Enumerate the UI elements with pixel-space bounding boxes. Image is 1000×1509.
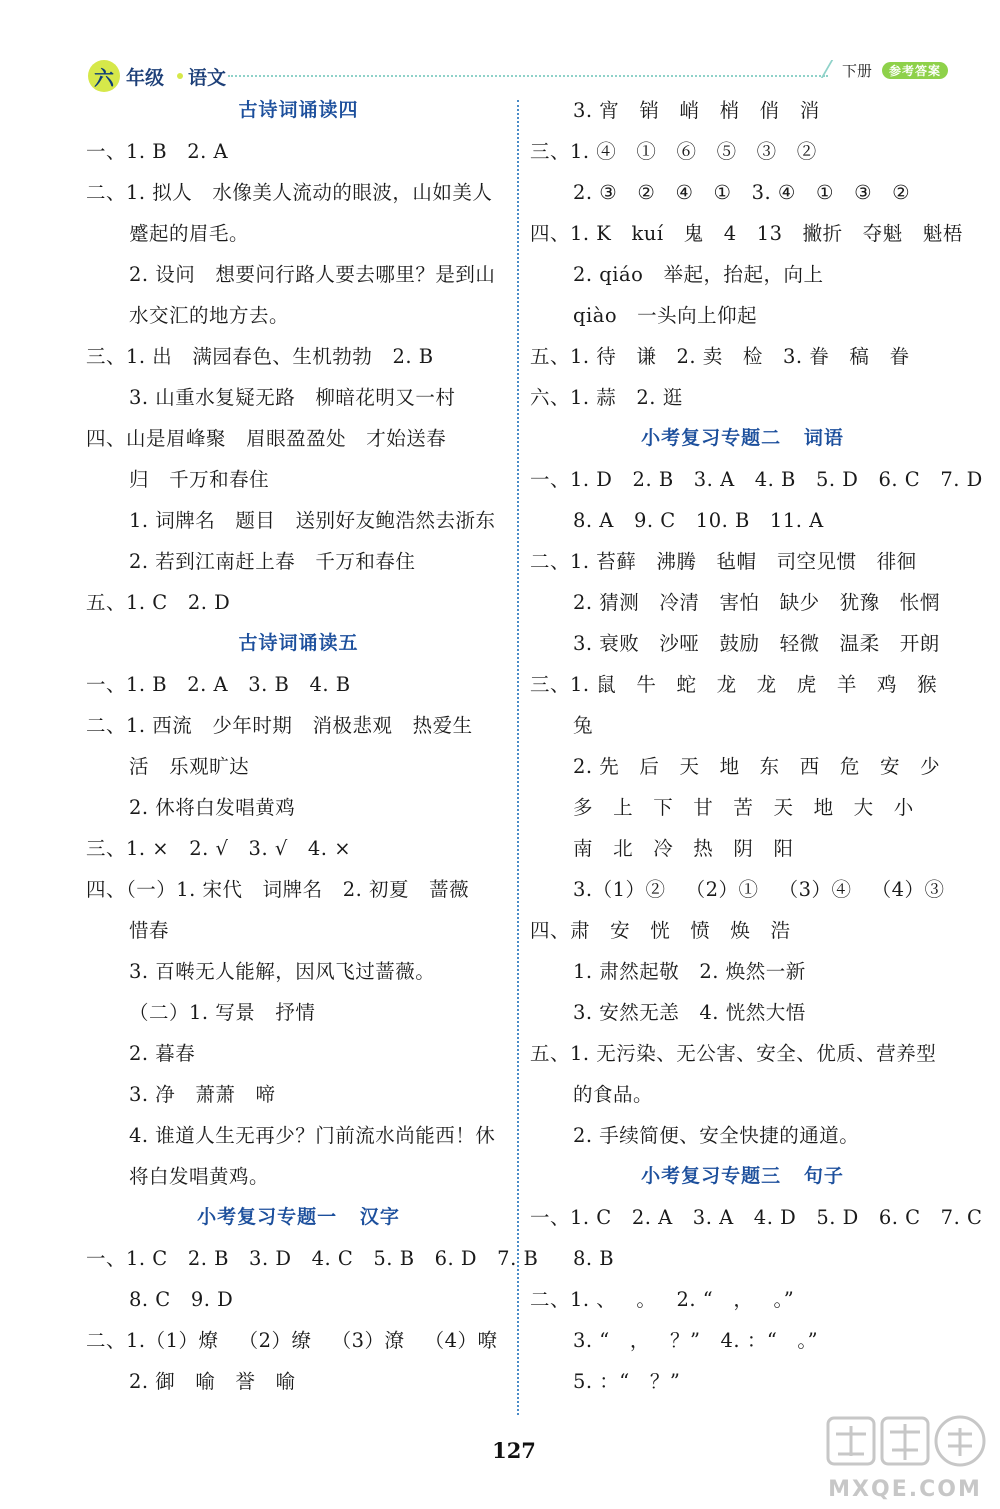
answer-line: 一、1. D 2. B 3. A 4. B 5. D 6. C 7. D	[530, 468, 983, 491]
answer-line: 3. 百啭无人能解，因风飞过蔷薇。	[129, 960, 436, 983]
answer-line: 2. 手续简便、安全快捷的通道。	[573, 1124, 860, 1147]
section-title: 古诗词诵读四	[238, 99, 359, 121]
answer-line: 二、1.（1）燎 （2）缭 （3）潦 （4）嘹	[86, 1329, 498, 1352]
answer-line: 二、1. 拟人 水像美人流动的眼波，山如美人	[86, 181, 493, 204]
left-column	[86, 90, 539, 1402]
answer-line: 3. 山重水复疑无路 柳暗花明又一村	[129, 386, 456, 409]
volume-label: 下册	[842, 62, 873, 80]
answer-line: 3. 净 萧萧 啼	[129, 1083, 276, 1106]
answer-line: 2. 御 喻 誉 喻	[129, 1370, 296, 1393]
answer-line: 水交汇的地方去。	[129, 304, 290, 327]
answer-line: 2. 休将白发唱黄鸡	[129, 796, 296, 819]
answer-line: 五、1. C 2. D	[86, 591, 231, 614]
answer-line: 蹙起的眉毛。	[129, 222, 250, 245]
answer-line: 5. ：“ ？”	[573, 1370, 681, 1393]
answer-line: 一、1. C 2. A 3. A 4. D 5. D 6. C 7. C	[530, 1206, 983, 1229]
answer-line: 四、1. K kuí 鬼 4 13 撇折 夺魁 魁梧	[530, 222, 963, 245]
answer-key-tag: 参考答案	[882, 62, 948, 79]
answer-line: 8. B	[573, 1247, 615, 1270]
answer-line: 3. 宵 销 峭 梢 俏 消	[573, 99, 820, 122]
answer-line: 一、1. B 2. A	[86, 140, 229, 163]
answer-line: 3. “ ， ？” 4. ：“ 。”	[573, 1329, 819, 1352]
answer-line: 南 北 冷 热 阴 阳	[573, 837, 794, 860]
answer-line: 3. 衰败 沙哑 鼓励 轻微 温柔 开朗	[573, 632, 940, 655]
header-rule	[228, 75, 828, 77]
page-number: 127	[492, 1438, 536, 1463]
answer-line: 1. 词牌名 题目 送别好友鲍浩然去浙东	[129, 509, 496, 532]
answer-line: 三、1. ④ ① ⑥ ⑤ ③ ②	[530, 140, 817, 163]
grade-badge: 六	[88, 60, 120, 92]
answer-line: 二、1. 西流 少年时期 消极悲观 热爱生	[86, 714, 473, 737]
answer-line: 四、山是眉峰聚 眉眼盈盈处 才始送春	[86, 427, 447, 450]
answer-line: 2. ③ ② ④ ① 3. ④ ① ③ ②	[573, 181, 911, 204]
right-column	[530, 90, 983, 1402]
answer-line: 归 千万和春住	[129, 468, 270, 491]
answer-line: 多 上 下 甘 苦 天 地 大 小	[573, 796, 914, 819]
answer-line: 四、（一）1. 宋代 词牌名 2. 初夏 蔷薇	[86, 878, 470, 901]
answer-line: 2. qiáo 举起，抬起，向上	[573, 263, 824, 286]
grade-label: 年级	[126, 67, 165, 89]
watermark-logo	[820, 1410, 990, 1505]
answer-line: 四、肃 安 恍 愤 焕 浩	[530, 919, 791, 942]
answer-line: qiào 一头向上仰起	[573, 304, 758, 327]
answer-line: 三、1. 鼠 牛 蛇 龙 龙 虎 羊 鸡 猴	[530, 673, 938, 696]
answer-line: 三、1. × 2. √ 3. √ 4. ×	[86, 837, 352, 860]
answer-line: 8. C 9. D	[129, 1288, 234, 1311]
answer-line: 将白发唱黄鸡。	[129, 1165, 270, 1188]
answer-line: （二）1. 写景 抒情	[129, 1001, 316, 1024]
answer-line: 4. 谁道人生无再少？门前流水尚能西！休	[129, 1124, 496, 1147]
answer-line: 2. 设问 想要问行路人要去哪里？是到山	[129, 263, 496, 286]
answer-line: 2. 暮春	[129, 1042, 196, 1065]
page-header	[0, 0, 1000, 95]
section-title: 小考复习专题一 汉字	[197, 1206, 400, 1228]
answer-line: 3.（1）② （2）① （3）④ （4）③	[573, 878, 945, 901]
answer-line: 三、1. 出 满园春色、生机勃勃 2. B	[86, 345, 434, 368]
answer-line: 五、1. 待 谦 2. 卖 检 3. 眷 稿 眷	[530, 345, 910, 368]
answer-line: 惜春	[129, 919, 170, 942]
answer-line: 2. 先 后 天 地 东 西 危 安 少	[573, 755, 941, 778]
answer-line: 兔	[573, 714, 594, 737]
separator-dot-icon	[177, 73, 183, 79]
answer-line: 一、1. B 2. A 3. B 4. B	[86, 673, 351, 696]
section-title: 小考复习专题二 词语	[641, 427, 844, 449]
answer-line: 1. 肃然起敬 2. 焕然一新	[573, 960, 806, 983]
answer-line: 六、1. 蒜 2. 逛	[530, 386, 683, 409]
subject-label: 语文	[188, 67, 227, 89]
answer-line: 一、1. C 2. B 3. D 4. C 5. B 6. D 7. B	[86, 1247, 539, 1270]
answer-line: 3. 安然无恙 4. 恍然大悟	[573, 1001, 806, 1024]
section-title: 小考复习专题三 句子	[641, 1165, 844, 1187]
watermark-url: MXQE.COM	[828, 1477, 982, 1502]
answer-line: 2. 猜测 冷清 害怕 缺少 犹豫 怅惘	[573, 591, 940, 614]
answer-line: 8. A 9. C 10. B 11. A	[573, 509, 824, 532]
answer-line: 五、1. 无污染、无公害、安全、优质、营养型	[530, 1042, 937, 1065]
answer-line: 的食品。	[573, 1083, 654, 1106]
column-divider	[517, 100, 519, 1415]
section-title: 古诗词诵读五	[238, 632, 359, 654]
answer-line: 活 乐观旷达	[129, 755, 250, 778]
answer-line: 二、1. 苔藓 沸腾 毡帽 司空见惯 徘徊	[530, 550, 917, 573]
answer-line: 2. 若到江南赶上春 千万和春住	[129, 550, 416, 573]
answer-line: 二、1. 、 。 2. “ ， 。”	[530, 1288, 795, 1311]
